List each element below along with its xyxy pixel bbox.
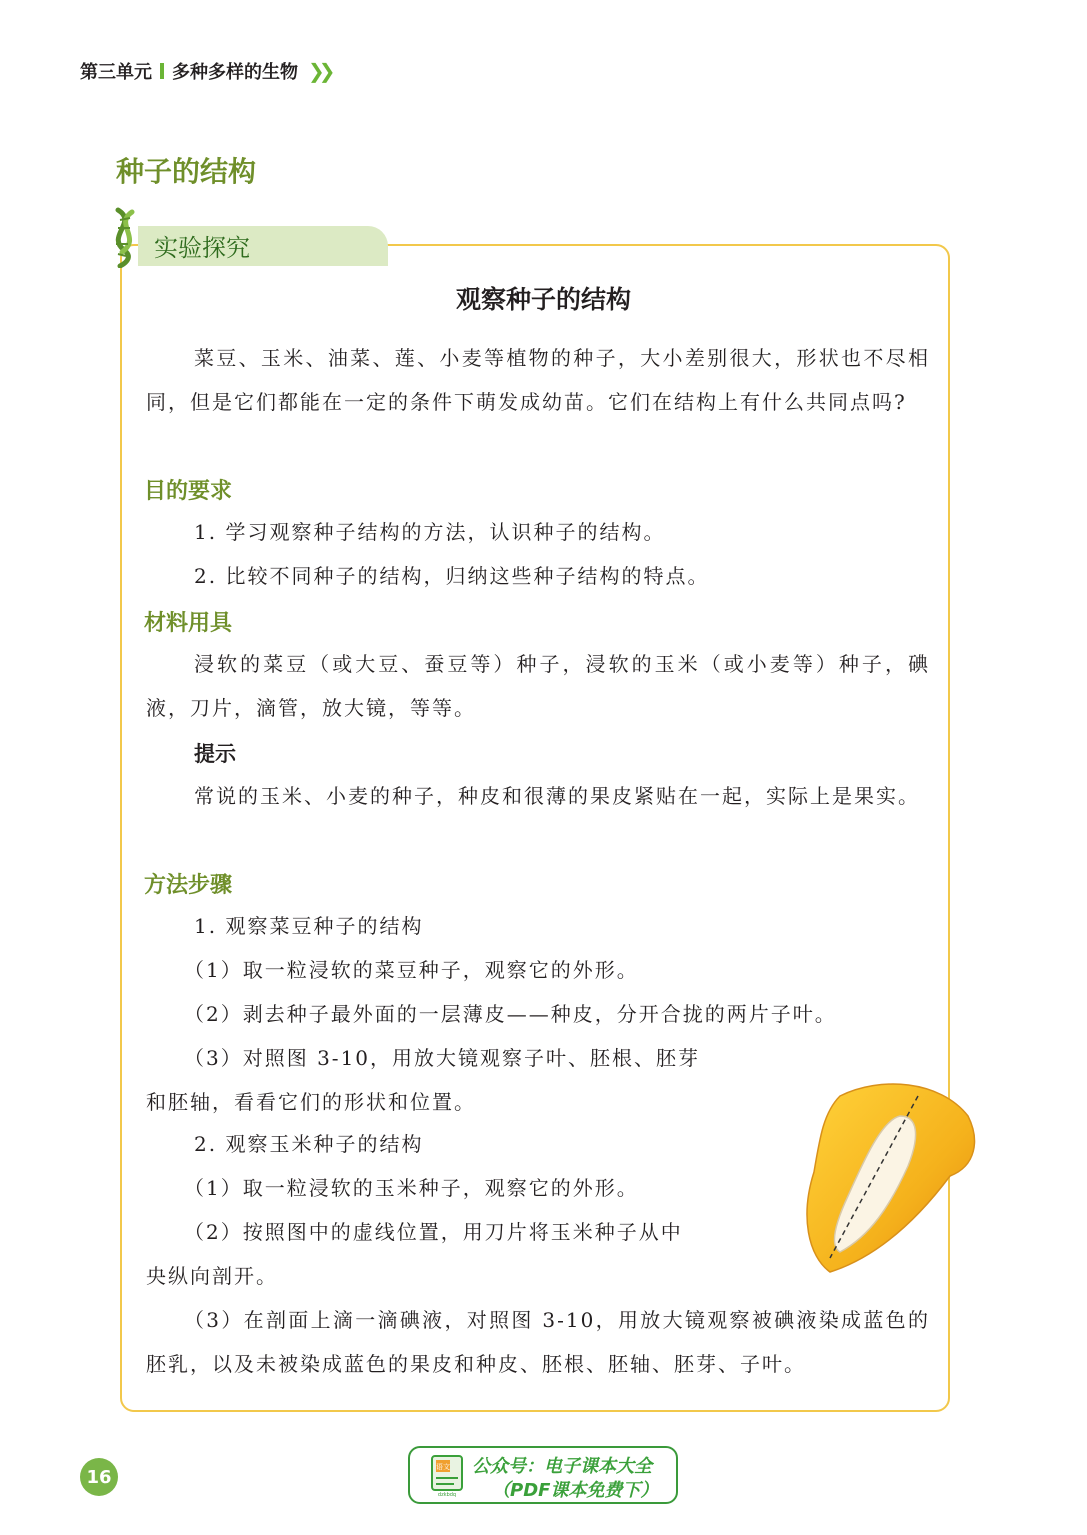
goal-item: 1. 学习观察种子结构的方法，认识种子的结构。 (194, 520, 666, 544)
dna-icon (102, 206, 162, 268)
corn-kernel-illustration (800, 1076, 980, 1276)
step-corn-3: （3）在剖面上滴一滴碘液，对照图 3-10，用放大镜观察被碘液染成蓝色的胚乳，以及未被染成蓝色的果皮和种皮、胚根、胚轴、胚芽、子叶。 (146, 1308, 930, 1376)
intro-paragraph: 菜豆、玉米、油菜、莲、小麦等植物的种子，大小差别很大，形状也不尽相同，但是它们都能在一定的条件下萌发成幼苗。它们在结构上有什么共同点吗? (146, 346, 930, 414)
experiment-title: 观察种子的结构 (455, 285, 631, 314)
materials-text: 浸软的菜豆（或大豆、蚕豆等）种子，浸软的玉米（或小麦等）种子，碘液，刀片，滴管，放大镜，等等。 (146, 652, 930, 720)
step-corn-title: 2. 观察玉米种子的结构 (194, 1132, 424, 1156)
goal-item: 2. 比较不同种子的结构，归纳这些种子结构的特点。 (194, 564, 710, 588)
header-divider (160, 63, 164, 79)
watermark-stamp (408, 1446, 678, 1504)
tip-text: 常说的玉米、小麦的种子，种皮和很薄的果皮紧贴在一起，实际上是果实。 (194, 784, 920, 808)
step-bean-3-cont: 和胚轴，看看它们的形状和位置。 (146, 1090, 476, 1114)
logo-text: 语文 (436, 1463, 450, 1471)
logo-subtext: dzkbdq (437, 1492, 457, 1498)
unit-label: 第三单元 (80, 62, 152, 83)
watermark-line2: （PDF课本免费下） (492, 1480, 659, 1501)
page-number: 16 (80, 1458, 118, 1496)
step-bean-1: （1）取一粒浸软的菜豆种子，观察它的外形。 (184, 958, 639, 982)
steps-heading: 方法步骤 (144, 873, 233, 898)
step-bean-2: （2）剥去种子最外面的一层薄皮——种皮，分开合拢的两片子叶。 (184, 1002, 837, 1026)
tip-heading: 提示 (194, 742, 236, 766)
running-header (80, 58, 330, 84)
experiment-tab (102, 206, 292, 268)
materials-heading: 材料用具 (144, 611, 233, 636)
step-corn-2: （2）按照图中的虚线位置，用刀片将玉米种子从中 (184, 1220, 683, 1244)
goals-heading: 目的要求 (144, 479, 233, 504)
step-corn-1: （1）取一粒浸软的玉米种子，观察它的外形。 (184, 1176, 639, 1200)
book-logo-icon (430, 1454, 464, 1498)
step-corn-2-cont: 央纵向剖开。 (146, 1264, 278, 1288)
tab-label: 实验探究 (154, 234, 250, 262)
double-chevron-icon: ❯❯ (308, 59, 330, 83)
step-bean-title: 1. 观察菜豆种子的结构 (194, 914, 424, 938)
step-bean-3: （3）对照图 3-10，用放大镜观察子叶、胚根、胚芽 (184, 1046, 701, 1070)
watermark-line1: 公众号：电子课本大全 (472, 1456, 652, 1477)
unit-title: 多种多样的生物 (172, 62, 298, 83)
section-title: 种子的结构 (116, 155, 257, 188)
